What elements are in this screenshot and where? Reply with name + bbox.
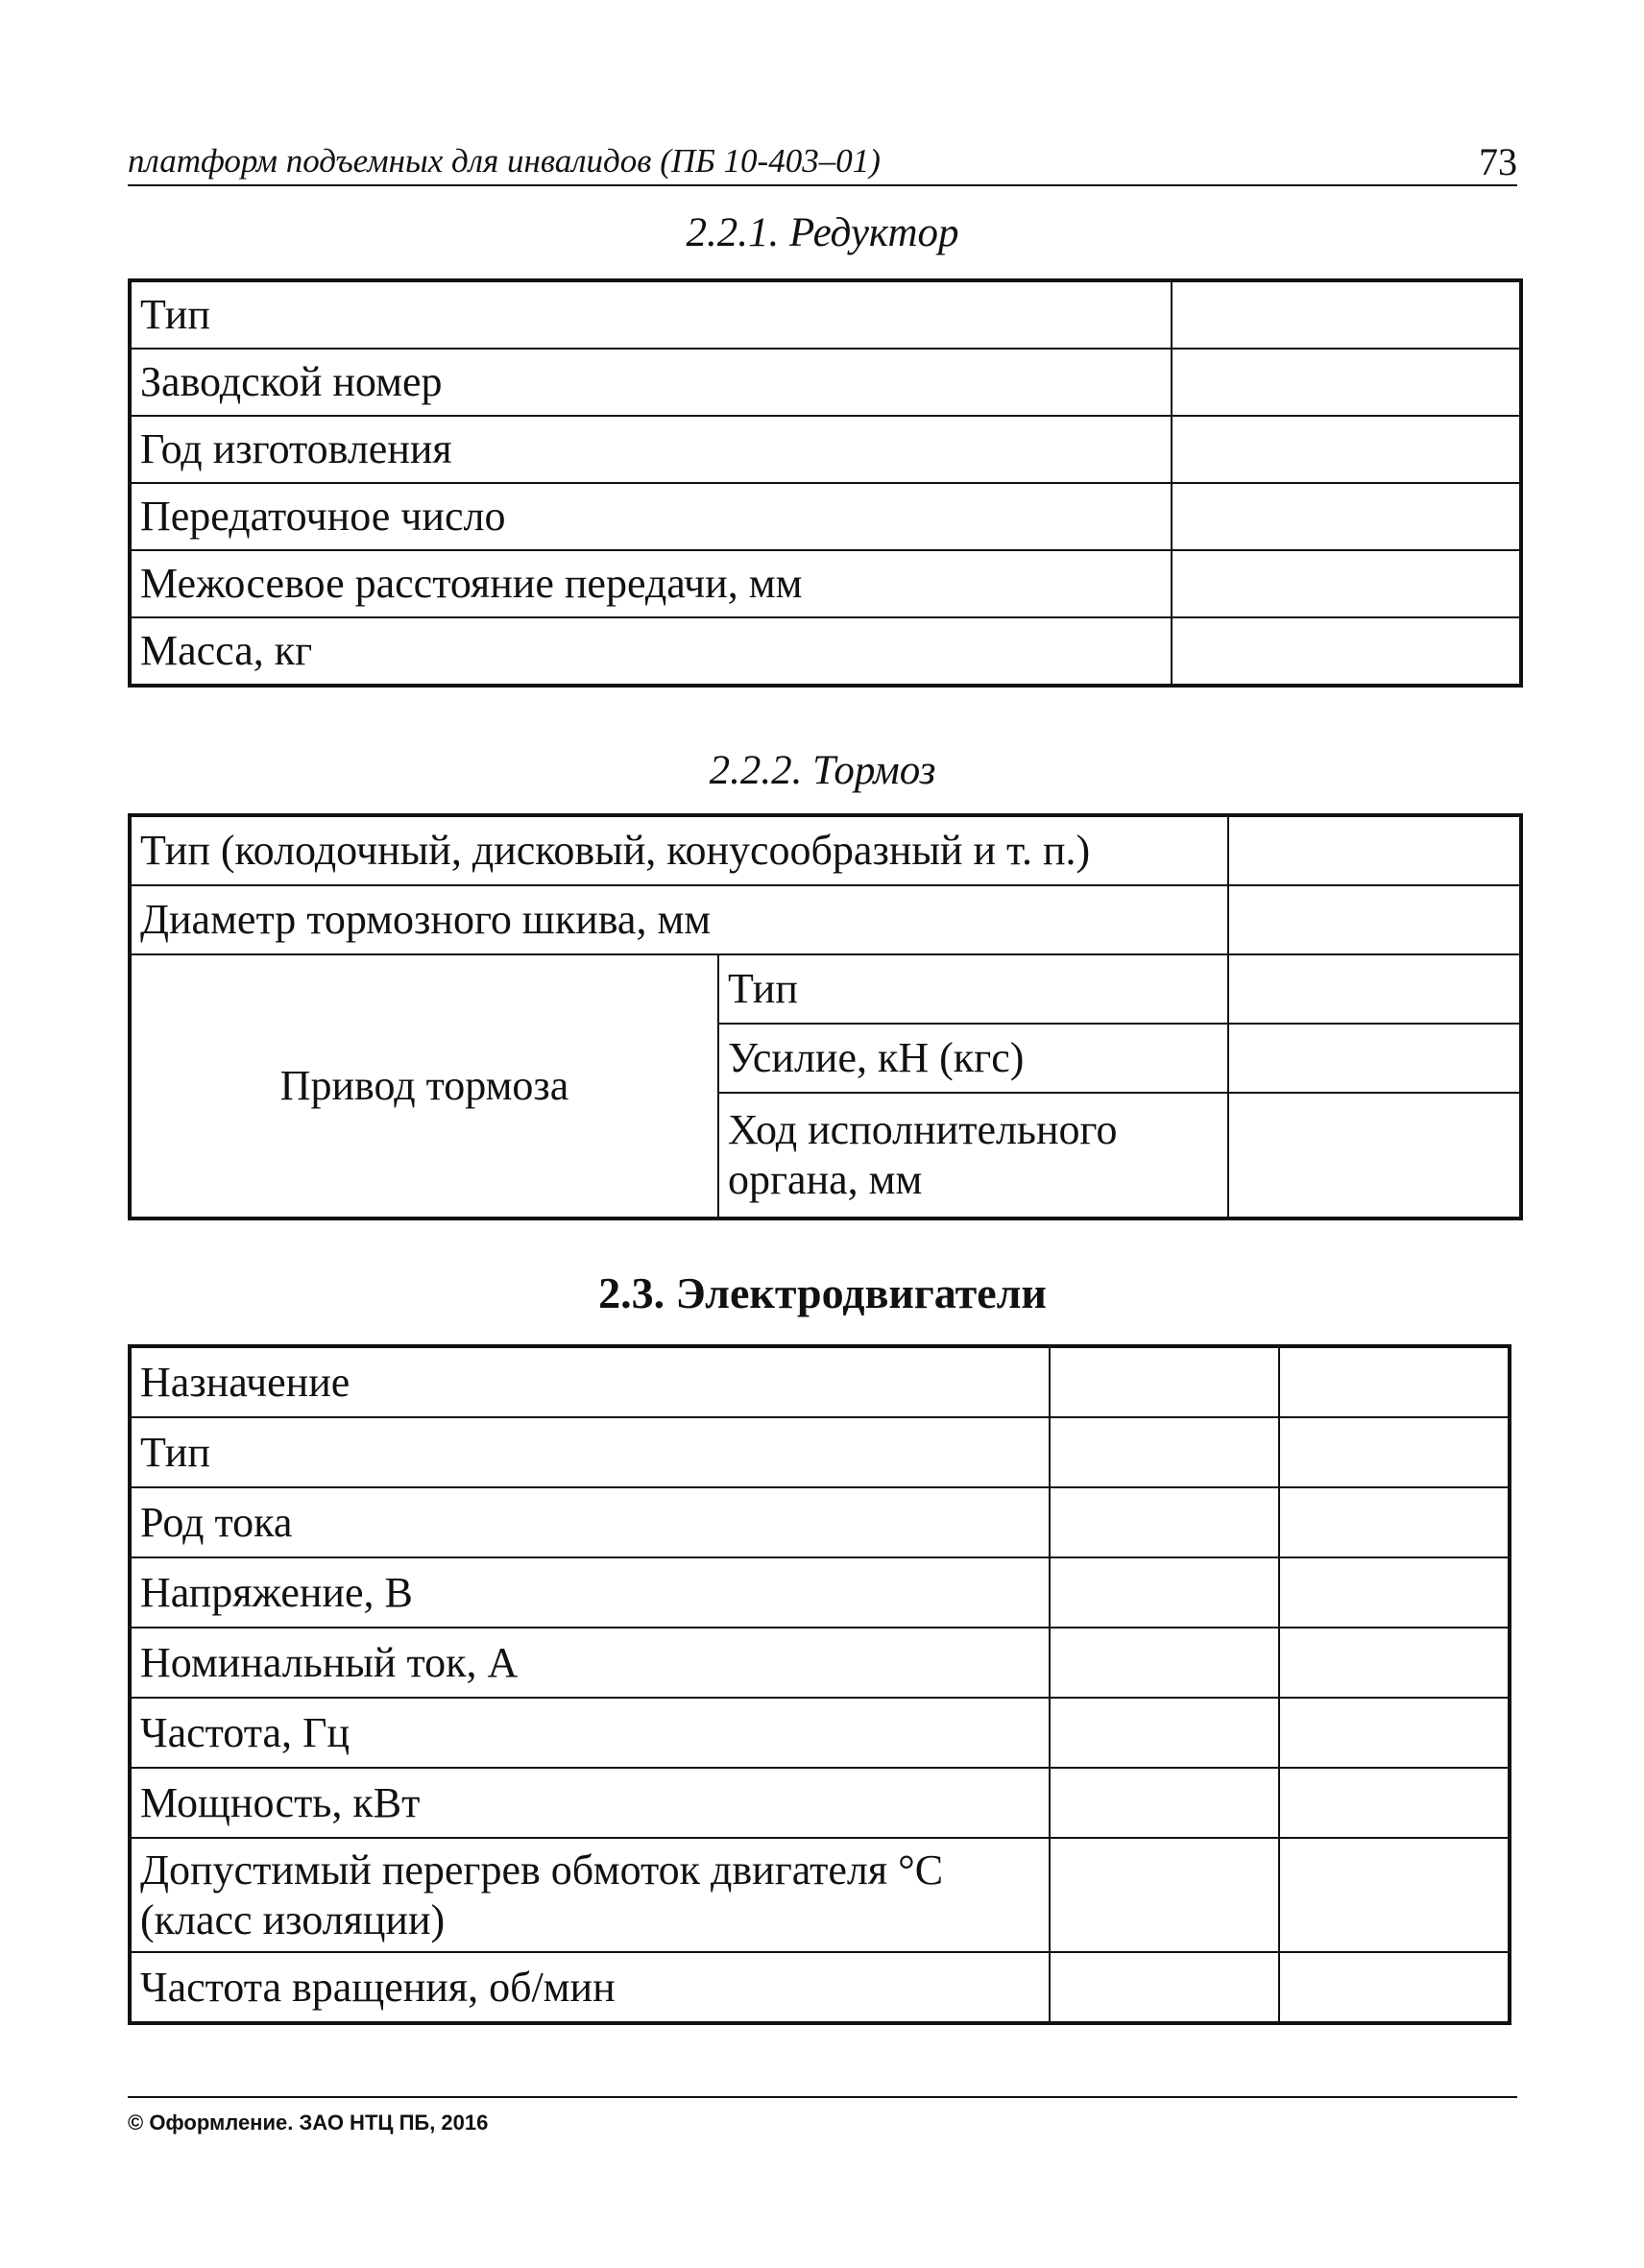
table-row [130, 280, 1521, 349]
row-label: Масса, кг [130, 617, 1172, 686]
table-row [130, 1628, 1510, 1698]
row-label: Заводской номер [130, 349, 1172, 416]
value-cell [1228, 1024, 1521, 1093]
value-cell [1050, 1952, 1279, 2023]
table-row [130, 1417, 1510, 1487]
row-label: Тип (колодочный, дисковый, конусообразный и т. п.) [130, 815, 1228, 885]
row-label: Тип [718, 954, 1228, 1024]
value-cell [1228, 885, 1521, 954]
value-cell [1172, 483, 1521, 550]
value-cell [1050, 1346, 1279, 1417]
table-row [130, 1698, 1510, 1768]
value-cell [1172, 280, 1521, 349]
table-row [130, 1557, 1510, 1628]
value-cell [1172, 416, 1521, 483]
value-cell [1050, 1487, 1279, 1557]
value-cell [1050, 1417, 1279, 1487]
table-row [130, 617, 1521, 686]
value-cell [1279, 1628, 1510, 1698]
running-header [128, 134, 1517, 186]
value-cell [1050, 1838, 1279, 1952]
value-cell [1279, 1952, 1510, 2023]
brake-table [128, 813, 1523, 1220]
row-label: Род тока [130, 1487, 1050, 1557]
row-label: Усилие, кН (кгс) [718, 1024, 1228, 1093]
row-label: Напряжение, В [130, 1557, 1050, 1628]
section-heading-brake: 2.2.2. Тормоз [709, 748, 936, 793]
brake-drive-label: Привод тормоза [130, 954, 718, 1218]
running-header-title: платформ подъемных для инвалидов (ПБ 10-403–01) [128, 142, 881, 180]
motors-table [128, 1344, 1511, 2025]
table-row [130, 349, 1521, 416]
page-number: 73 [1479, 140, 1517, 183]
row-label: Тип [130, 1417, 1050, 1487]
table-row [130, 483, 1521, 550]
row-label: Тип [130, 280, 1172, 349]
row-label: Назначение [130, 1346, 1050, 1417]
value-cell [1228, 954, 1521, 1024]
value-cell [1228, 1093, 1521, 1218]
row-label: Допустимый перегрев обмоток двигателя °С (класс изоляции) [130, 1838, 1050, 1952]
row-label: Год изготовления [130, 416, 1172, 483]
value-cell [1279, 1698, 1510, 1768]
section-heading-reducer: 2.2.1. Редуктор [686, 210, 959, 255]
row-label: Ход исполнительного органа, мм [718, 1093, 1228, 1218]
table-row [130, 1952, 1510, 2023]
table-row [130, 885, 1521, 954]
footer-copyright: © Оформление. ЗАО НТЦ ПБ, 2016 [128, 2111, 489, 2135]
table-row [130, 1487, 1510, 1557]
value-cell [1050, 1557, 1279, 1628]
row-label: Межосевое расстояние передачи, мм [130, 550, 1172, 617]
value-cell [1279, 1417, 1510, 1487]
value-cell [1172, 617, 1521, 686]
row-label: Номинальный ток, А [130, 1628, 1050, 1698]
row-label: Передаточное число [130, 483, 1172, 550]
value-cell [1228, 815, 1521, 885]
value-cell [1050, 1628, 1279, 1698]
value-cell [1279, 1838, 1510, 1952]
value-cell [1050, 1698, 1279, 1768]
row-label: Частота, Гц [130, 1698, 1050, 1768]
value-cell [1279, 1487, 1510, 1557]
row-label: Частота вращения, об/мин [130, 1952, 1050, 2023]
row-label: Диаметр тормозного шкива, мм [130, 885, 1228, 954]
table-row [130, 1838, 1510, 1952]
table-row [130, 1346, 1510, 1417]
value-cell [1279, 1557, 1510, 1628]
table-row [130, 815, 1521, 885]
value-cell [1172, 349, 1521, 416]
table-row [130, 416, 1521, 483]
value-cell [1279, 1768, 1510, 1838]
reducer-table [128, 278, 1523, 688]
footer-divider [128, 2096, 1517, 2098]
table-row [130, 1768, 1510, 1838]
value-cell [1279, 1346, 1510, 1417]
value-cell [1172, 550, 1521, 617]
value-cell [1050, 1768, 1279, 1838]
table-row [130, 550, 1521, 617]
section-heading-motors: 2.3. Электродвигатели [598, 1268, 1047, 1317]
row-label: Мощность, кВт [130, 1768, 1050, 1838]
table-row [130, 954, 1521, 1024]
